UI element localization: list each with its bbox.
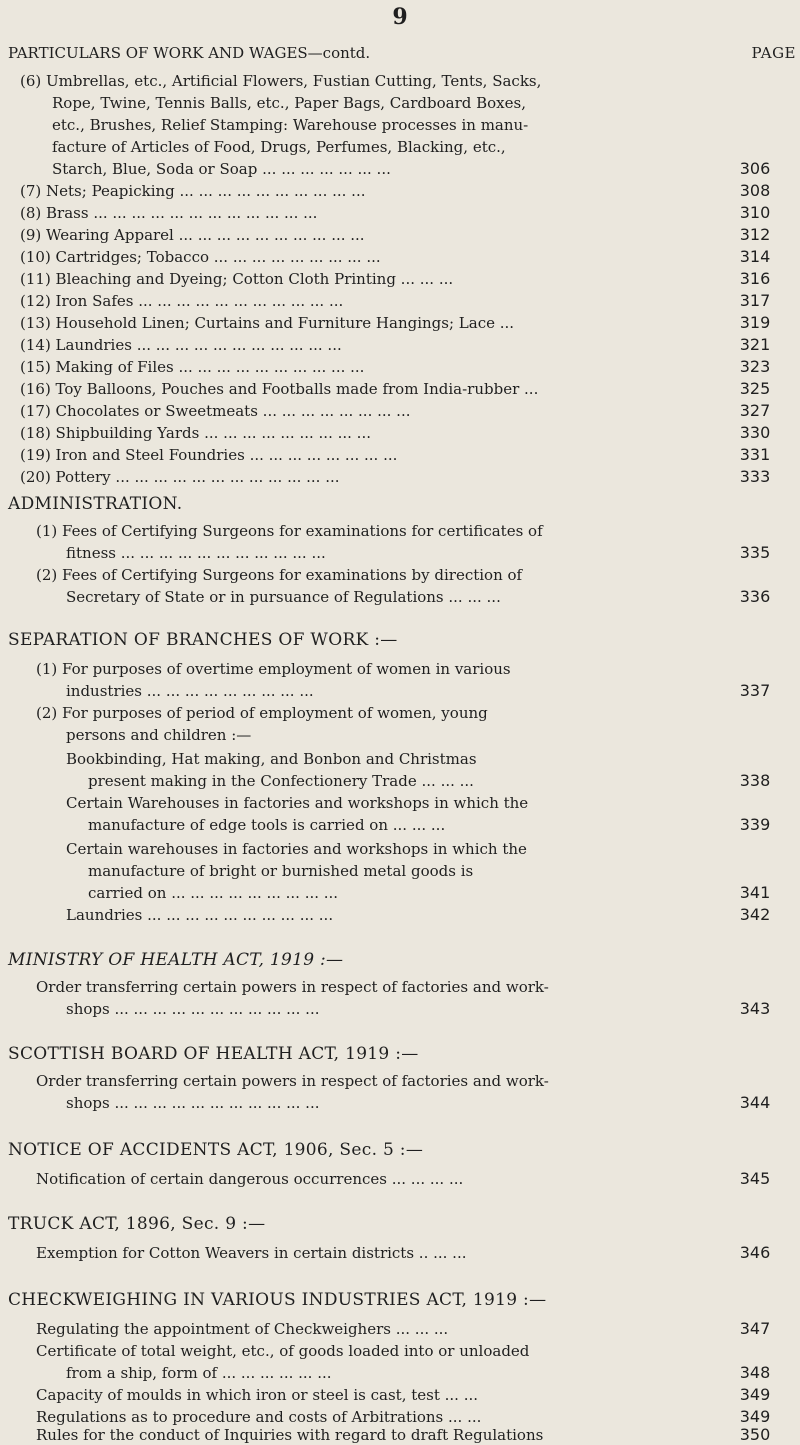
page-ref: 336 [739,587,771,606]
page-ref: 317 [739,291,771,310]
page-ref: 337 [739,681,771,700]
page-number: 9 [392,4,408,30]
page-ref: 347 [739,1319,771,1338]
page-ref: 308 [739,181,771,200]
page-ref: 350 [739,1425,771,1444]
page-ref: 314 [739,247,771,266]
page-column-heading: PAGE [751,44,796,62]
section-heading: CHECKWEIGHING IN VARIOUS INDUSTRIES ACT, 1919 :— [8,1290,547,1310]
page-ref: 349 [739,1407,771,1426]
page-title: PARTICULARS OF WORK AND WAGES—contd. [8,44,371,62]
section-heading: MINISTRY OF HEALTH ACT, 1919 :— [8,950,344,970]
page-ref: 348 [739,1363,771,1382]
page-ref: 349 [739,1385,771,1404]
page-ref: 344 [739,1093,771,1112]
page-ref: 316 [739,269,771,288]
page-ref: 312 [739,225,771,244]
page-ref: 319 [739,313,771,332]
page-ref: 306 [739,159,771,178]
page-ref: 339 [739,815,771,834]
page-ref: 323 [739,357,771,376]
page-ref: 331 [739,445,771,464]
page-ref: 327 [739,401,771,420]
page-ref: 338 [739,771,771,790]
page-ref: 342 [739,905,771,924]
section-heading: SCOTTISH BOARD OF HEALTH ACT, 1919 :— [8,1044,419,1064]
page-ref: 343 [739,999,771,1018]
page-ref: 346 [739,1243,771,1262]
section-heading: TRUCK ACT, 1896, Sec. 9 :— [8,1214,266,1234]
page-ref: 335 [739,543,771,562]
page-ref: 345 [739,1169,771,1188]
page-ref: 341 [739,883,771,902]
page-ref: 310 [739,203,771,222]
section-heading: SEPARATION OF BRANCHES OF WORK :— [8,630,398,650]
page-ref: 333 [739,467,771,486]
section-heading: ADMINISTRATION. [8,494,183,514]
page-ref: 321 [739,335,771,354]
page-ref: 325 [739,379,771,398]
page-ref: 330 [739,423,771,442]
section-heading: NOTICE OF ACCIDENTS ACT, 1906, Sec. 5 :— [8,1140,424,1160]
